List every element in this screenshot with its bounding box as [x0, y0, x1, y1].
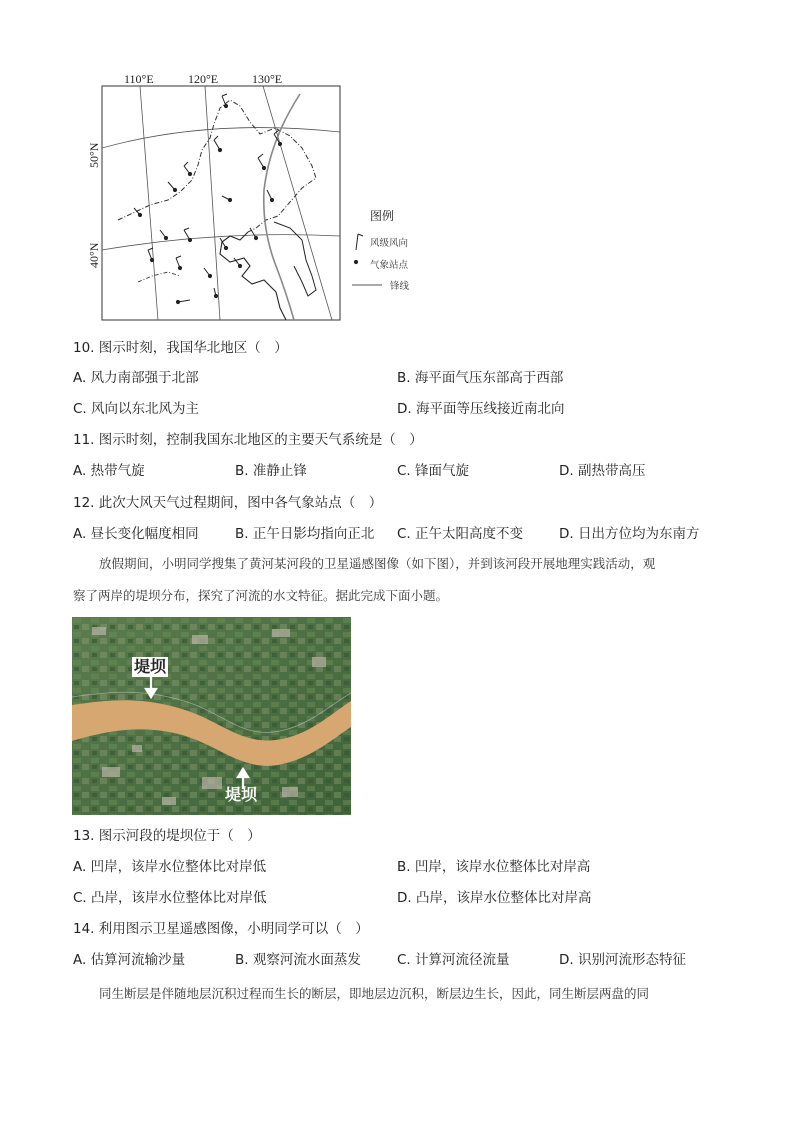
passage2-line1: 同生断层是伴随地层沉积过程而生长的断层，即地层边沉积，断层边生长，因此，同生断层两盘的同	[99, 986, 650, 1001]
q14-option-d[interactable]: D. 识别河流形态特征	[559, 952, 686, 968]
q10-option-b[interactable]: B. 海平面气压东部高于西部	[397, 370, 564, 386]
q11-option-a[interactable]: A. 热带气旋	[73, 463, 145, 479]
lon-label-110: 110°E	[124, 72, 154, 86]
q12-option-b[interactable]: B. 正午日影均指向正北	[235, 526, 375, 542]
dam-label-top: 堤坝	[134, 657, 167, 676]
lon-label-130: 130°E	[252, 72, 283, 86]
satellite-graphic	[72, 617, 351, 815]
q14-stem: 14. 利用图示卫星遥感图像，小明同学可以（ ）	[73, 921, 369, 937]
q14-option-a[interactable]: A. 估算河流输沙量	[73, 952, 186, 968]
q10-option-d[interactable]: D. 海平面等压线接近南北向	[397, 401, 565, 417]
q12-stem: 12. 此次大风天气过程期间，图中各气象站点（ ）	[73, 495, 383, 511]
map-frame	[102, 86, 340, 320]
q14-option-b[interactable]: B. 观察河流水面蒸发	[235, 952, 361, 968]
q13-option-a[interactable]: A. 凹岸，该岸水位整体比对岸低	[73, 859, 267, 875]
q12-option-a[interactable]: A. 昼长变化幅度相同	[73, 526, 199, 542]
wind-barb-legend-icon	[354, 234, 363, 264]
legend-front: 锋线	[390, 281, 410, 292]
q13-option-c[interactable]: C. 凸岸，该岸水位整体比对岸低	[73, 890, 267, 906]
q10-option-a[interactable]: A. 风力南部强于北部	[73, 370, 199, 386]
q10-stem: 10. 图示时刻，我国华北地区（ ）	[73, 340, 288, 356]
passage1-line1: 放假期间，小明同学搜集了黄河某河段的卫星遥感图像（如下图），并到该河段开展地理实践活动，观	[99, 556, 656, 571]
passage1-line2: 察了两岸的堤坝分布，探究了河流的水文特征。据此完成下面小题。	[73, 588, 449, 603]
map-legend	[352, 208, 410, 292]
q14-option-c[interactable]: C. 计算河流径流量	[397, 952, 510, 968]
q12-option-d[interactable]: D. 日出方位均为东南方	[559, 526, 700, 542]
weather-map	[80, 70, 440, 326]
q11-option-d[interactable]: D. 副热带高压	[559, 463, 646, 479]
lat-label-40: 40°N	[87, 242, 101, 268]
legend-station: 气象站点	[370, 260, 409, 271]
q13-option-b[interactable]: B. 凹岸，该岸水位整体比对岸高	[397, 859, 591, 875]
satellite-image	[72, 617, 351, 815]
dam-label-bottom: 堤坝	[225, 785, 258, 804]
q11-stem: 11. 图示时刻，控制我国东北地区的主要天气系统是（ ）	[73, 432, 423, 448]
q12-option-c[interactable]: C. 正午太阳高度不变	[397, 526, 524, 542]
legend-wind: 风级风向	[370, 238, 409, 249]
q13-option-d[interactable]: D. 凸岸，该岸水位整体比对岸高	[397, 890, 592, 906]
lon-label-120: 120°E	[188, 72, 219, 86]
legend-title: 图例	[370, 209, 395, 223]
q13-stem: 13. 图示河段的堤坝位于（ ）	[73, 828, 261, 844]
q11-option-c[interactable]: C. 锋面气旋	[397, 463, 470, 479]
q11-option-b[interactable]: B. 准静止锋	[235, 463, 307, 479]
q10-option-c[interactable]: C. 风向以东北风为主	[73, 401, 200, 417]
lat-label-50: 50°N	[87, 142, 101, 168]
